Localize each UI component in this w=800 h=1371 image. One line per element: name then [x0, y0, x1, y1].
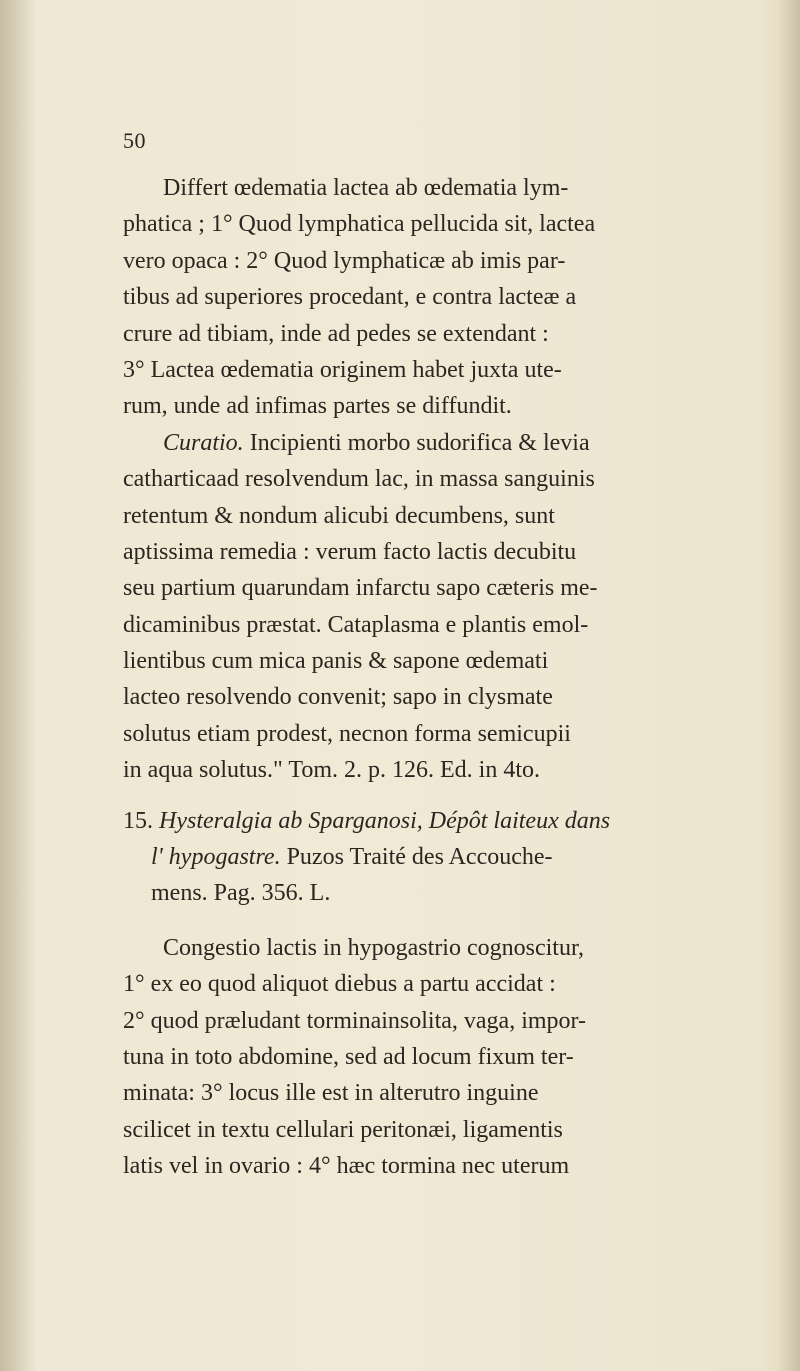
- binding-shadow: [0, 0, 36, 1371]
- paragraph-gap: [123, 789, 773, 803]
- text-line: scilicet in textu cellulari peritonæi, ligamentis: [123, 1116, 563, 1143]
- text-line: 3° Lactea œdematia originem habet juxta ute-: [123, 356, 562, 383]
- text-line: vero opaca : 2° Quod lymphaticæ ab imis par-: [123, 247, 566, 274]
- section-15-heading: [123, 803, 773, 912]
- page-text: [123, 170, 773, 1185]
- text-fragment: Puzos Traité des Accouche-: [280, 844, 553, 871]
- text-line: lacteo resolvendo convenit; sapo in clysmate: [123, 684, 553, 711]
- text-line: [123, 839, 773, 875]
- text-line: tibus ad superiores procedant, e contra lacteæ a: [123, 284, 577, 311]
- curatio-heading: Curatio.: [163, 429, 244, 456]
- text-line: lientibus cum mica panis & sapone œdemati: [123, 648, 549, 675]
- text-line: [123, 803, 773, 839]
- text-line: in aqua solutus." Tom. 2. p. 126. Ed. in 4to.: [123, 757, 540, 784]
- section-title: Hysteralgia ab Sparganosi, Dépôt laiteux dans: [159, 807, 611, 834]
- text-line: Congestio lactis in hypogastrio cognoscitur,: [163, 934, 584, 961]
- text-line: rum, unde ad infimas partes se diffundit.: [123, 393, 512, 420]
- text-line: catharticaad resolvendum lac, in massa sanguinis: [123, 466, 595, 493]
- text-line: [123, 425, 773, 461]
- paragraph-differt: [123, 170, 773, 425]
- text-line: crure ad tibiam, inde ad pedes se extendant :: [123, 320, 549, 347]
- text-line: Differt œdematia lactea ab œdematia lym-: [163, 175, 569, 201]
- text-line: 2° quod præludant torminainsolita, vaga, impor-: [123, 1007, 587, 1034]
- text-line: minata: 3° locus ille est in alterutro inguine: [123, 1080, 539, 1107]
- text-line: aptissima remedia : verum facto lactis decubitu: [123, 538, 577, 565]
- text-line: seu partium quarundam infarctu sapo cæteris me-: [123, 575, 598, 602]
- text-line: retentum & nondum alicubi decumbens, sunt: [123, 502, 555, 529]
- paragraph-congestio: [123, 930, 773, 1185]
- text-line: tuna in toto abdomine, sed ad locum fixum ter-: [123, 1043, 574, 1070]
- text-line: solutus etiam prodest, necnon forma semicupii: [123, 720, 571, 747]
- paragraph-gap: [123, 912, 773, 930]
- page-number: 50: [123, 128, 146, 153]
- text-fragment: Incipienti morbo sudorifica & levia: [243, 429, 590, 456]
- section-title-cont: l' hypogastre.: [151, 844, 281, 871]
- text-line: phatica ; 1° Quod lymphatica pellucida sit, lactea: [123, 211, 596, 238]
- text-line: dicaminibus præstat. Cataplasma e plantis emol-: [123, 611, 589, 638]
- text-line: mens. Pag. 356. L.: [151, 880, 331, 907]
- text-line: latis vel in ovario : 4° hæc tormina nec uterum: [123, 1153, 570, 1180]
- page-edge-shadow: [778, 0, 800, 1371]
- text-line: 1° ex eo quod aliquot diebus a partu accidat :: [123, 971, 556, 998]
- paragraph-curatio: [123, 425, 773, 789]
- section-number: 15.: [123, 807, 153, 834]
